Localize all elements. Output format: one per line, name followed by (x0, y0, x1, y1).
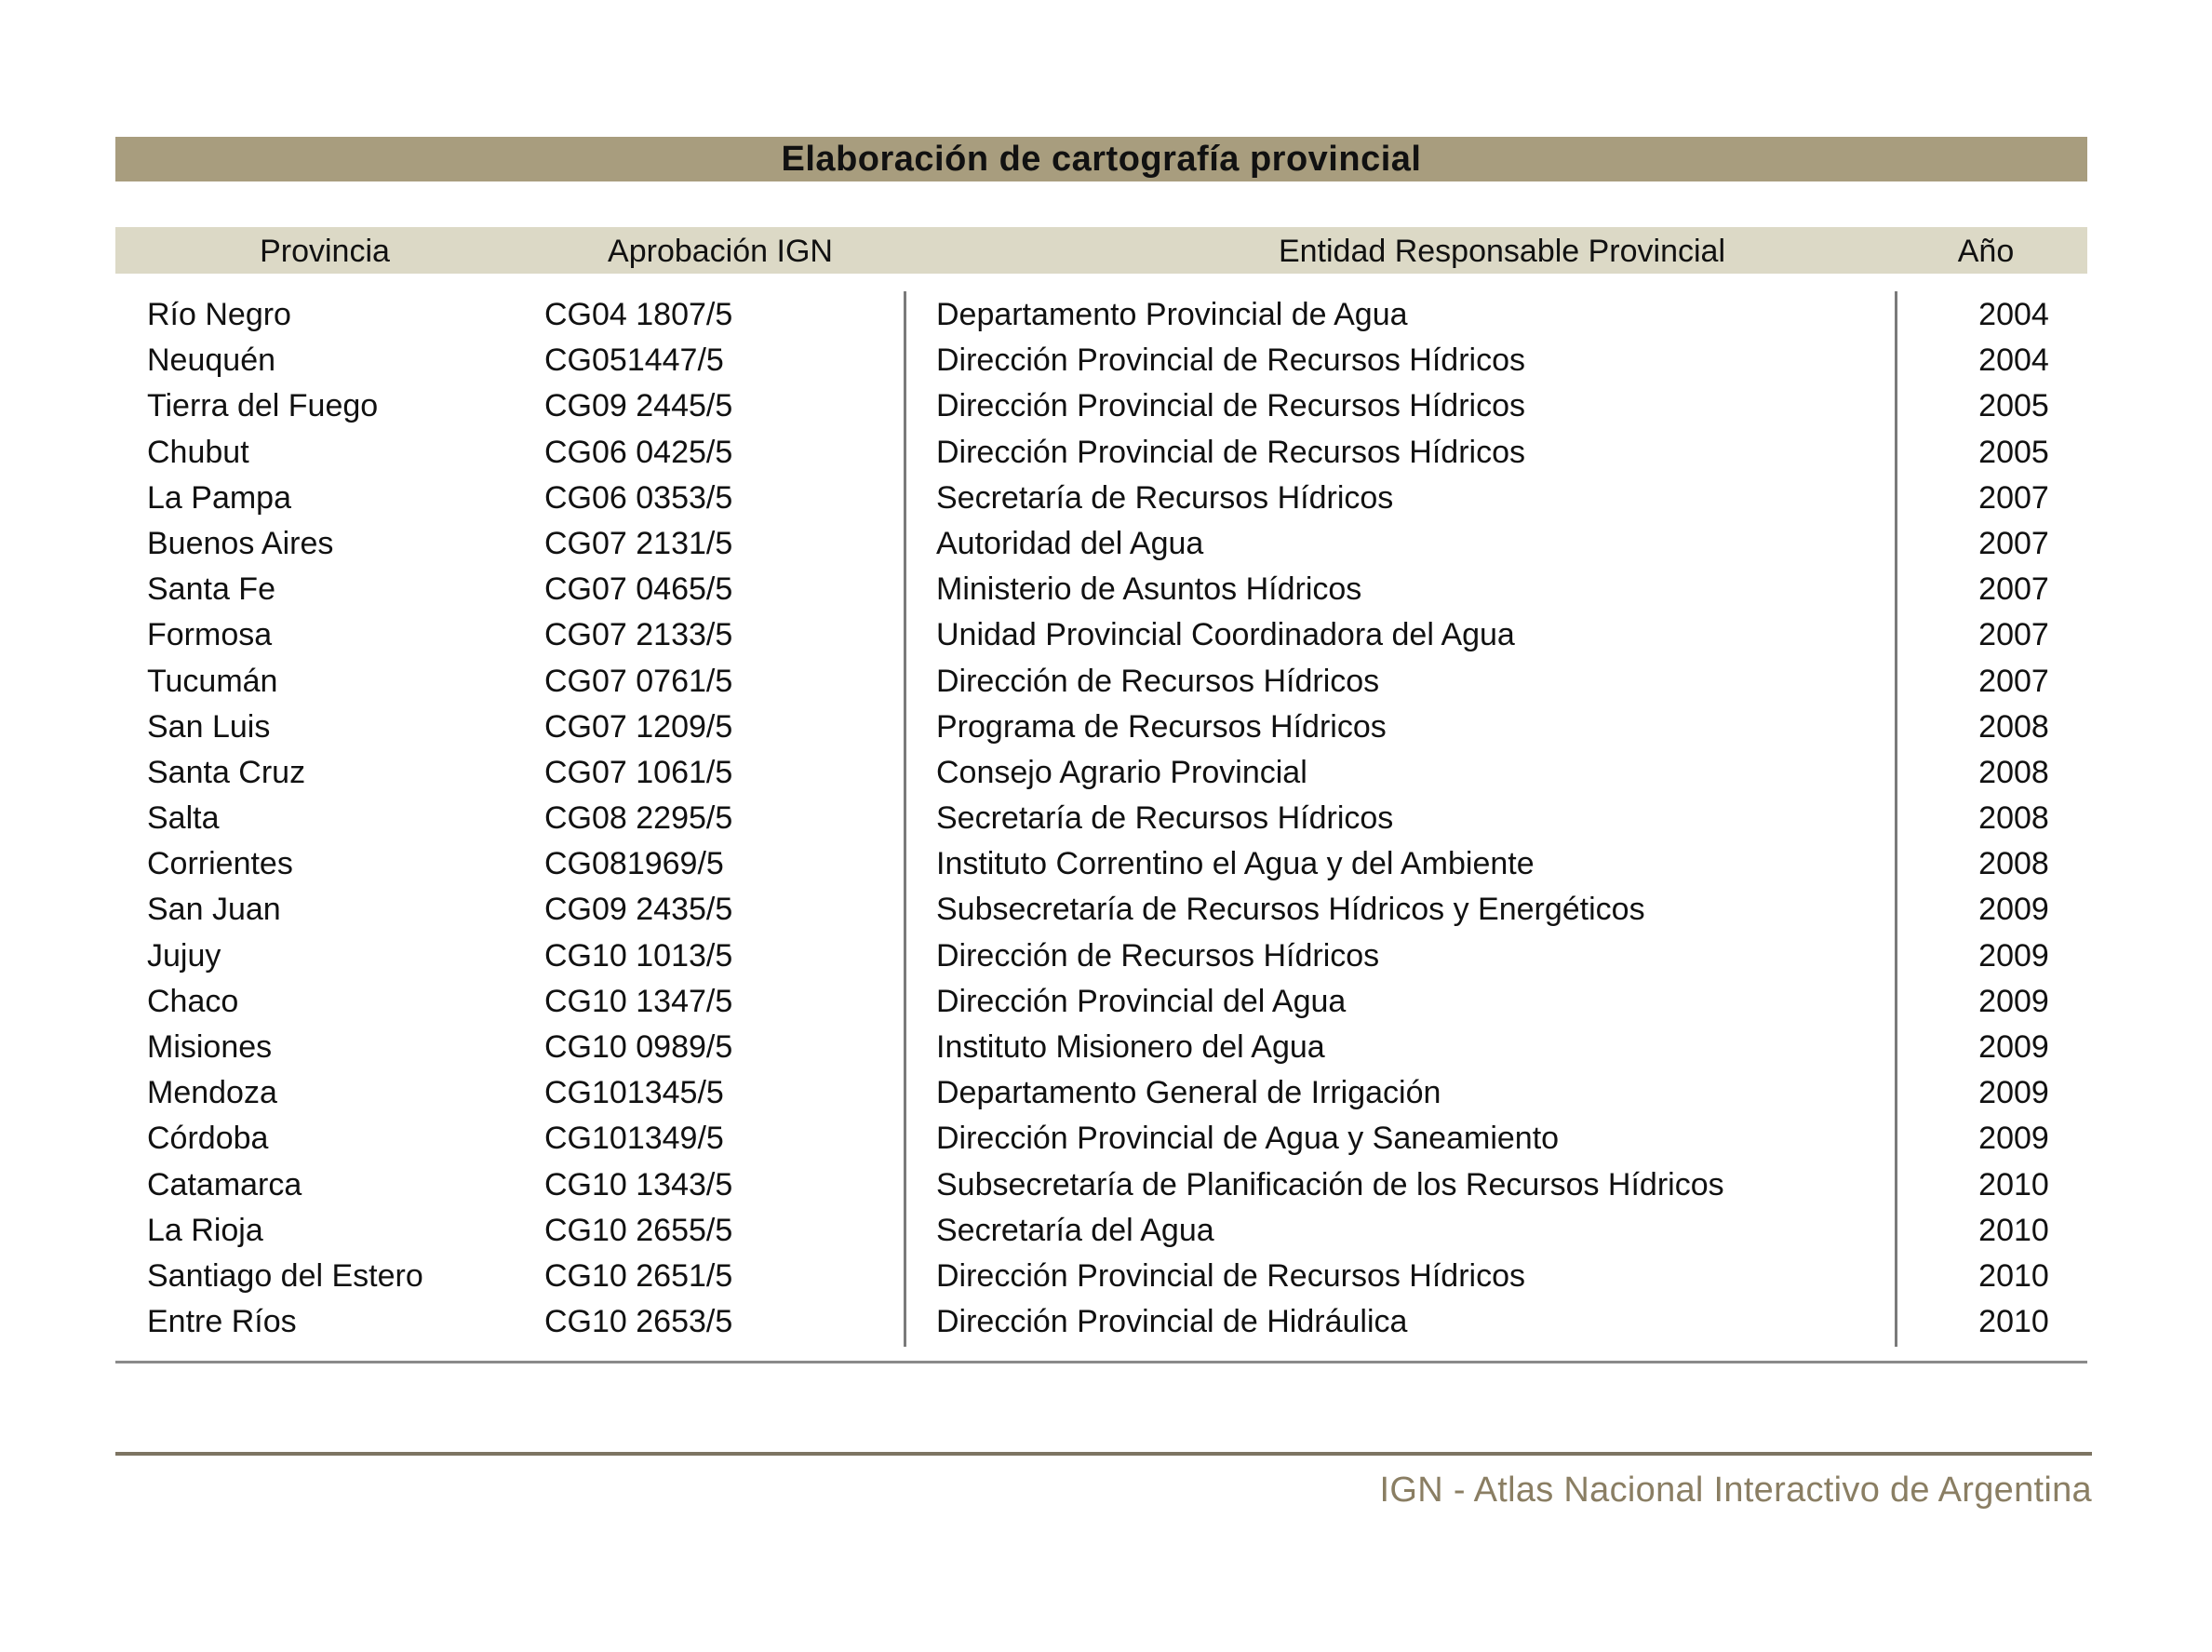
table-header-row (115, 227, 2087, 274)
cell-entidad: Instituto Correntino el Agua y del Ambiente (936, 846, 1535, 882)
cell-provincia: La Pampa (147, 479, 291, 516)
cell-anio: 2008 (1978, 846, 2049, 882)
cell-aprobacion: CG10 2655/5 (544, 1212, 733, 1248)
cell-anio: 2008 (1978, 800, 2049, 837)
cell-provincia: Chubut (147, 434, 249, 470)
cell-provincia: Tucumán (147, 663, 278, 699)
cell-anio: 2007 (1978, 479, 2049, 516)
cell-aprobacion: CG09 2435/5 (544, 892, 733, 928)
cell-provincia: Chaco (147, 983, 239, 1019)
cell-aprobacion: CG10 1347/5 (544, 983, 733, 1019)
table-row (115, 476, 2087, 521)
cell-anio: 2010 (1978, 1166, 2049, 1202)
cell-provincia: Mendoza (147, 1075, 277, 1111)
cell-anio: 2007 (1978, 617, 2049, 653)
cell-aprobacion: CG07 2133/5 (544, 617, 733, 653)
cell-anio: 2009 (1978, 1075, 2049, 1111)
cell-anio: 2007 (1978, 571, 2049, 608)
cell-anio: 2007 (1978, 663, 2049, 699)
table-row (115, 383, 2087, 429)
cell-entidad: Dirección Provincial del Agua (936, 983, 1347, 1019)
header-aprobacion: Aprobación IGN (608, 234, 833, 269)
footer-divider (115, 1452, 2092, 1456)
cell-aprobacion: CG07 1061/5 (544, 754, 733, 790)
table-row (115, 887, 2087, 933)
cell-aprobacion: CG10 1013/5 (544, 937, 733, 974)
cell-aprobacion: CG07 0465/5 (544, 571, 733, 608)
cell-aprobacion: CG10 2653/5 (544, 1304, 733, 1340)
table-row (115, 567, 2087, 612)
cell-aprobacion: CG10 2651/5 (544, 1257, 733, 1294)
cell-anio: 2009 (1978, 892, 2049, 928)
cell-entidad: Dirección Provincial de Agua y Saneamiento (936, 1121, 1560, 1157)
cell-anio: 2009 (1978, 937, 2049, 974)
table-row (115, 292, 2087, 338)
table-row (115, 1299, 2087, 1345)
cell-entidad: Programa de Recursos Hídricos (936, 708, 1387, 745)
cell-entidad: Secretaría de Recursos Hídricos (936, 800, 1394, 837)
cell-provincia: Buenos Aires (147, 525, 334, 561)
table-row (115, 1070, 2087, 1116)
header-anio: Año (1957, 234, 2015, 269)
cell-entidad: Consejo Agrario Provincial (936, 754, 1307, 790)
cell-entidad: Dirección Provincial de Recursos Hídricos (936, 434, 1526, 470)
cell-entidad: Dirección de Recursos Hídricos (936, 663, 1380, 699)
cell-aprobacion: CG10 0989/5 (544, 1029, 733, 1065)
cell-entidad: Departamento General de Irrigación (936, 1075, 1441, 1111)
table-row (115, 430, 2087, 476)
cell-aprobacion: CG051447/5 (544, 342, 724, 379)
cell-provincia: Santa Cruz (147, 754, 306, 790)
cell-aprobacion: CG07 1209/5 (544, 708, 733, 745)
cell-entidad: Unidad Provincial Coordinadora del Agua (936, 617, 1515, 653)
cell-provincia: Entre Ríos (147, 1304, 297, 1340)
cell-aprobacion: CG081969/5 (544, 846, 724, 882)
cell-anio: 2009 (1978, 1121, 2049, 1157)
table-row (115, 933, 2087, 979)
cell-anio: 2005 (1978, 434, 2049, 470)
table-title-bar (115, 137, 2087, 181)
cell-entidad: Dirección Provincial de Recursos Hídricos (936, 1257, 1526, 1294)
cell-anio: 2010 (1978, 1257, 2049, 1294)
cell-provincia: San Luis (147, 708, 271, 745)
cell-provincia: Formosa (147, 617, 273, 653)
cell-provincia: Córdoba (147, 1121, 269, 1157)
cell-aprobacion: CG07 0761/5 (544, 663, 733, 699)
table-row (115, 979, 2087, 1025)
cell-anio: 2009 (1978, 983, 2049, 1019)
cell-anio: 2004 (1978, 342, 2049, 379)
cell-provincia: Río Negro (147, 297, 291, 332)
table-row (115, 750, 2087, 796)
cell-entidad: Dirección Provincial de Recursos Hídricos (936, 388, 1526, 424)
cell-provincia: Corrientes (147, 846, 293, 882)
cell-anio: 2009 (1978, 1029, 2049, 1065)
cell-anio: 2007 (1978, 525, 2049, 561)
cell-entidad: Instituto Misionero del Agua (936, 1029, 1325, 1065)
table-row (115, 659, 2087, 705)
table-row (115, 796, 2087, 841)
table-row (115, 1116, 2087, 1162)
cell-provincia: Santiago del Estero (147, 1257, 423, 1294)
table-row (115, 841, 2087, 887)
cell-aprobacion: CG07 2131/5 (544, 525, 733, 561)
table-row (115, 612, 2087, 658)
cell-aprobacion: CG101349/5 (544, 1121, 724, 1157)
cell-anio: 2004 (1978, 297, 2049, 332)
cell-anio: 2010 (1978, 1304, 2049, 1340)
cell-anio: 2010 (1978, 1212, 2049, 1248)
table-title: Elaboración de cartografía provincial (781, 139, 1422, 179)
cell-provincia: Neuquén (147, 342, 276, 379)
cell-entidad: Departamento Provincial de Agua (936, 297, 1408, 332)
cell-entidad: Subsecretaría de Planificación de los Recursos Hídricos (936, 1166, 1724, 1202)
cell-entidad: Dirección de Recursos Hídricos (936, 937, 1380, 974)
cell-entidad: Dirección Provincial de Hidráulica (936, 1304, 1408, 1340)
cell-provincia: Tierra del Fuego (147, 388, 379, 424)
cell-entidad: Secretaría de Recursos Hídricos (936, 479, 1394, 516)
cell-aprobacion: CG101345/5 (544, 1075, 724, 1111)
table-row (115, 1208, 2087, 1254)
table-row (115, 521, 2087, 567)
footer-credit: IGN - Atlas Nacional Interactivo de Argentina (1379, 1471, 2092, 1510)
cell-aprobacion: CG10 1343/5 (544, 1166, 733, 1202)
table-row (115, 1025, 2087, 1070)
cell-provincia: Santa Fe (147, 571, 275, 608)
header-provincia: Provincia (260, 234, 390, 269)
cell-anio: 2005 (1978, 388, 2049, 424)
table-body (115, 292, 2087, 1345)
table-row (115, 338, 2087, 383)
cell-provincia: Jujuy (147, 937, 221, 974)
cell-aprobacion: CG08 2295/5 (544, 800, 733, 837)
cell-provincia: San Juan (147, 892, 281, 928)
cell-entidad: Dirección Provincial de Recursos Hídricos (936, 342, 1526, 379)
cell-aprobacion: CG06 0425/5 (544, 434, 733, 470)
cell-aprobacion: CG09 2445/5 (544, 388, 733, 424)
table-row (115, 1254, 2087, 1299)
table-bottom-rule (115, 1361, 2087, 1363)
cell-aprobacion: CG06 0353/5 (544, 479, 733, 516)
table-row (115, 705, 2087, 750)
header-entidad: Entidad Responsable Provincial (1278, 234, 1726, 269)
cell-entidad: Ministerio de Asuntos Hídricos (936, 571, 1362, 608)
cell-entidad: Autoridad del Agua (936, 525, 1204, 561)
cell-provincia: Catamarca (147, 1166, 302, 1202)
table-row (115, 1162, 2087, 1208)
cell-provincia: Salta (147, 800, 220, 837)
cell-aprobacion: CG04 1807/5 (544, 297, 733, 332)
cell-anio: 2008 (1978, 754, 2049, 790)
cell-entidad: Subsecretaría de Recursos Hídricos y Energéticos (936, 892, 1645, 928)
cell-anio: 2008 (1978, 708, 2049, 745)
cell-entidad: Secretaría del Agua (936, 1212, 1214, 1248)
cell-provincia: La Rioja (147, 1212, 263, 1248)
cell-provincia: Misiones (147, 1029, 273, 1065)
